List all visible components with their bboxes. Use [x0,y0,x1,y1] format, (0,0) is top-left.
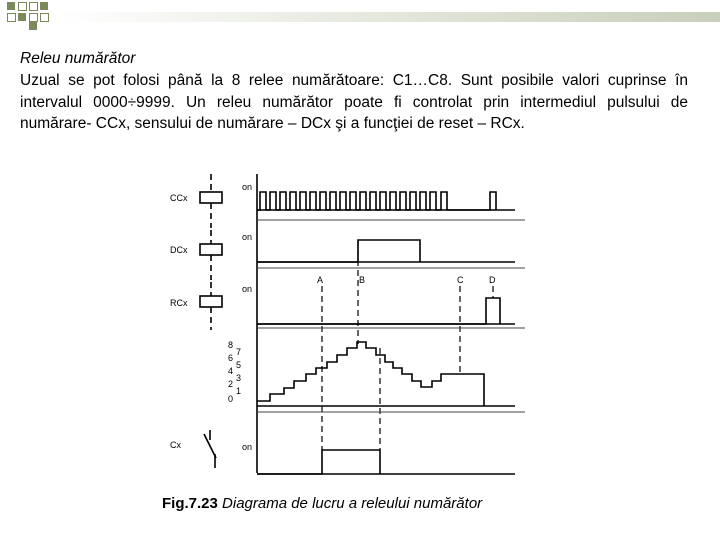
scale-left-label: 4 [228,366,234,376]
coil-symbol-dcx [200,244,222,255]
body-paragraph: Uzual se pot folosi până la 8 relee numărătoare: C1…C8. Sunt posibile valori cuprinse în intervalul 0000÷9999. Un releu numărător poate fi controlat prin intermediul pulsului de numărare- CCx, sensului de numărare – DCx şi a funcţiei de reset – RCx. [20,72,688,132]
cx-output-signal [257,450,380,474]
scale-left-label: 8 [228,340,234,350]
figure-caption [162,495,482,512]
deco-square [40,13,49,22]
coil-label-dcx: DCx [170,245,188,255]
coil-symbol-ccx [200,192,222,203]
on-label: on [242,232,253,242]
ccx-pulse-train [257,192,496,210]
coil-label-rcx: RCx [170,298,188,308]
counter-value-staircase [257,342,484,406]
scale-right-label: 1 [236,386,242,396]
marker-d: D [489,275,496,285]
rcx-signal [257,298,500,324]
deco-square [29,22,37,30]
scale-right-label: 5 [236,360,242,370]
deco-square [7,13,16,22]
on-label: on [242,284,253,294]
scale-left-label: 0 [228,394,234,404]
scale-left-label: 6 [228,353,234,363]
deco-square [7,2,15,10]
section-title: Releu numărător [20,50,136,67]
marker-c: C [457,275,464,285]
deco-square [40,2,48,10]
scale-left-label: 2 [228,379,234,389]
scale-right-label: 3 [236,373,242,383]
deco-square [29,13,38,22]
deco-square [18,2,27,11]
contact-label-cx: Cx [170,440,181,450]
marker-b: B [359,275,366,285]
marker-a: A [317,275,324,285]
timing-diagram [160,168,530,480]
coil-symbol-rcx [200,296,222,307]
deco-square [29,2,38,11]
figure-number: Fig.7.23 [162,495,218,512]
contact-symbol-cx [204,430,216,468]
on-label: on [242,182,253,192]
slide-decoration [0,0,720,30]
dcx-signal [257,240,420,262]
figure-caption-text: Diagrama de lucru a releului numărător [217,495,483,512]
scale-right-label: 7 [236,347,242,357]
title-bar-gradient [55,12,720,22]
coil-label-ccx: CCx [170,193,188,203]
deco-square [18,13,26,21]
on-label: on [242,442,253,452]
